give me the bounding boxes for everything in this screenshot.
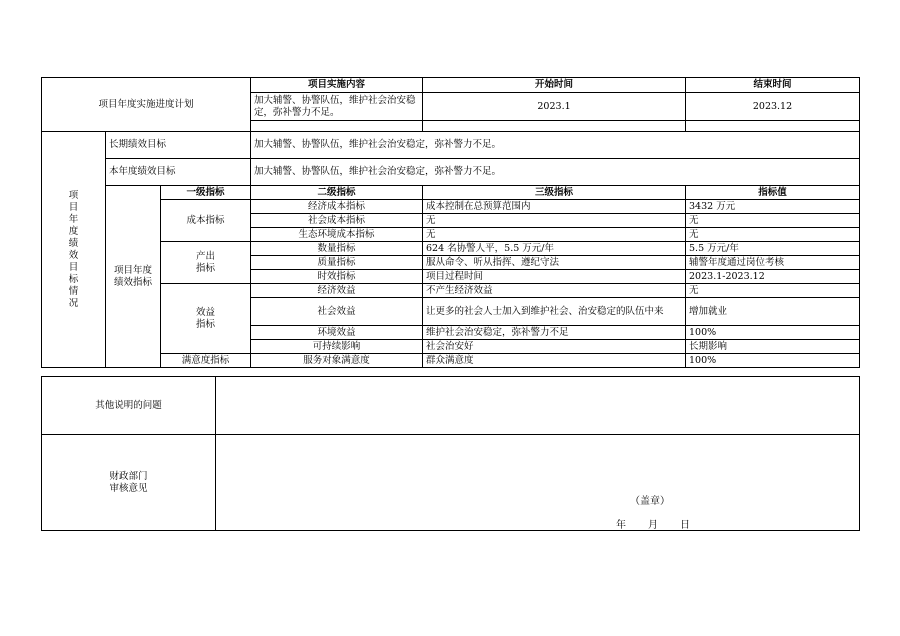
- cost-indicator-label: 成本指标: [161, 200, 251, 242]
- table-cell: 5.5 万元/年: [686, 242, 860, 256]
- table-cell: 社会治安好: [423, 340, 686, 354]
- other-issues-label: 其他说明的问题: [42, 377, 216, 435]
- table-cell: 辅警年度通过岗位考核: [686, 256, 860, 270]
- header-level3: 三级指标: [423, 186, 686, 200]
- table-cell: 无: [686, 214, 860, 228]
- schedule-row-label: 项目年度实施进度计划: [42, 78, 251, 132]
- table-cell: 环境效益: [251, 326, 423, 340]
- table-cell: 长期影响: [686, 340, 860, 354]
- table-cell: 无: [686, 284, 860, 298]
- table-cell: 生态环境成本指标: [251, 228, 423, 242]
- performance-table: [41, 77, 860, 368]
- date-year: 年: [616, 520, 626, 531]
- schedule-end: 2023.12: [686, 93, 860, 121]
- table-cell: 624 名协警人平，5.5 万元/年: [423, 242, 686, 256]
- output-indicator-label: 产出 指标: [161, 242, 251, 284]
- schedule-empty-cell: [686, 121, 860, 132]
- long-term-goal-text: 加大辅警、协警队伍，维护社会治安稳定，弥补警力不足。: [251, 132, 860, 159]
- annual-goal-label: 本年度绩效目标: [106, 159, 251, 186]
- schedule-empty-cell: [423, 121, 686, 132]
- table-cell: 成本控制在总预算范围内: [423, 200, 686, 214]
- table-cell: 不产生经济效益: [423, 284, 686, 298]
- table-cell: 可持续影响: [251, 340, 423, 354]
- table-cell: 100%: [686, 354, 860, 368]
- date-day: 日: [680, 520, 690, 531]
- table-cell: 群众满意度: [423, 354, 686, 368]
- header-value: 指标值: [686, 186, 860, 200]
- table-cell: 数量指标: [251, 242, 423, 256]
- table-cell: 时效指标: [251, 270, 423, 284]
- schedule-start: 2023.1: [423, 93, 686, 121]
- review-table: [41, 376, 860, 531]
- benefit-indicator-label: 效益 指标: [161, 284, 251, 354]
- stamp-text: （盖章）: [630, 496, 670, 507]
- schedule-empty-cell: [251, 121, 423, 132]
- table-cell: 经济成本指标: [251, 200, 423, 214]
- table-cell: 增加就业: [686, 298, 860, 326]
- table-cell: 无: [423, 214, 686, 228]
- table-cell: 2023.1-2023.12: [686, 270, 860, 284]
- table-cell: 100%: [686, 326, 860, 340]
- table-cell: 经济效益: [251, 284, 423, 298]
- table-cell: 质量指标: [251, 256, 423, 270]
- table-cell: 服从命令、听从指挥、遵纪守法: [423, 256, 686, 270]
- schedule-header-end: 结束时间: [686, 78, 860, 93]
- table-cell: 无: [686, 228, 860, 242]
- table-cell: 3432 万元: [686, 200, 860, 214]
- review-table-wrapper: [41, 376, 859, 531]
- schedule-content: 加大辅警、协警队伍，维护社会治安稳定，弥补警力不足。: [251, 93, 423, 121]
- finance-review-label: [42, 435, 216, 531]
- schedule-header-content: 项目实施内容: [251, 78, 423, 93]
- table-cell: 无: [423, 228, 686, 242]
- header-level1: 一级指标: [161, 186, 251, 200]
- table-cell: 社会成本指标: [251, 214, 423, 228]
- schedule-header-start: 开始时间: [423, 78, 686, 93]
- goals-section-label: 项目年度绩效目标情况: [42, 132, 106, 368]
- table-cell: 让更多的社会人士加入到维护社会、治安稳定的队伍中来: [423, 298, 686, 326]
- finance-review-content: [216, 435, 860, 531]
- finance-label-line2: 审核意见: [109, 482, 148, 494]
- performance-table-wrapper: [41, 77, 859, 368]
- table-cell: 服务对象满意度: [251, 354, 423, 368]
- indicator-label: 项目年度 绩效指标: [106, 186, 161, 368]
- table-cell: 维护社会治安稳定，弥补警力不足: [423, 326, 686, 340]
- long-term-goal-label: 长期绩效目标: [106, 132, 251, 159]
- header-level2: 二级指标: [251, 186, 423, 200]
- date-month: 月: [648, 520, 658, 531]
- table-cell: 项目过程时间: [423, 270, 686, 284]
- satisfaction-indicator-label: 满意度指标: [161, 354, 251, 368]
- finance-label-line1: 财政部门: [109, 470, 148, 482]
- table-cell: 社会效益: [251, 298, 423, 326]
- annual-goal-text: 加大辅警、协警队伍，维护社会治安稳定，弥补警力不足。: [251, 159, 860, 186]
- other-issues-content: [216, 377, 860, 435]
